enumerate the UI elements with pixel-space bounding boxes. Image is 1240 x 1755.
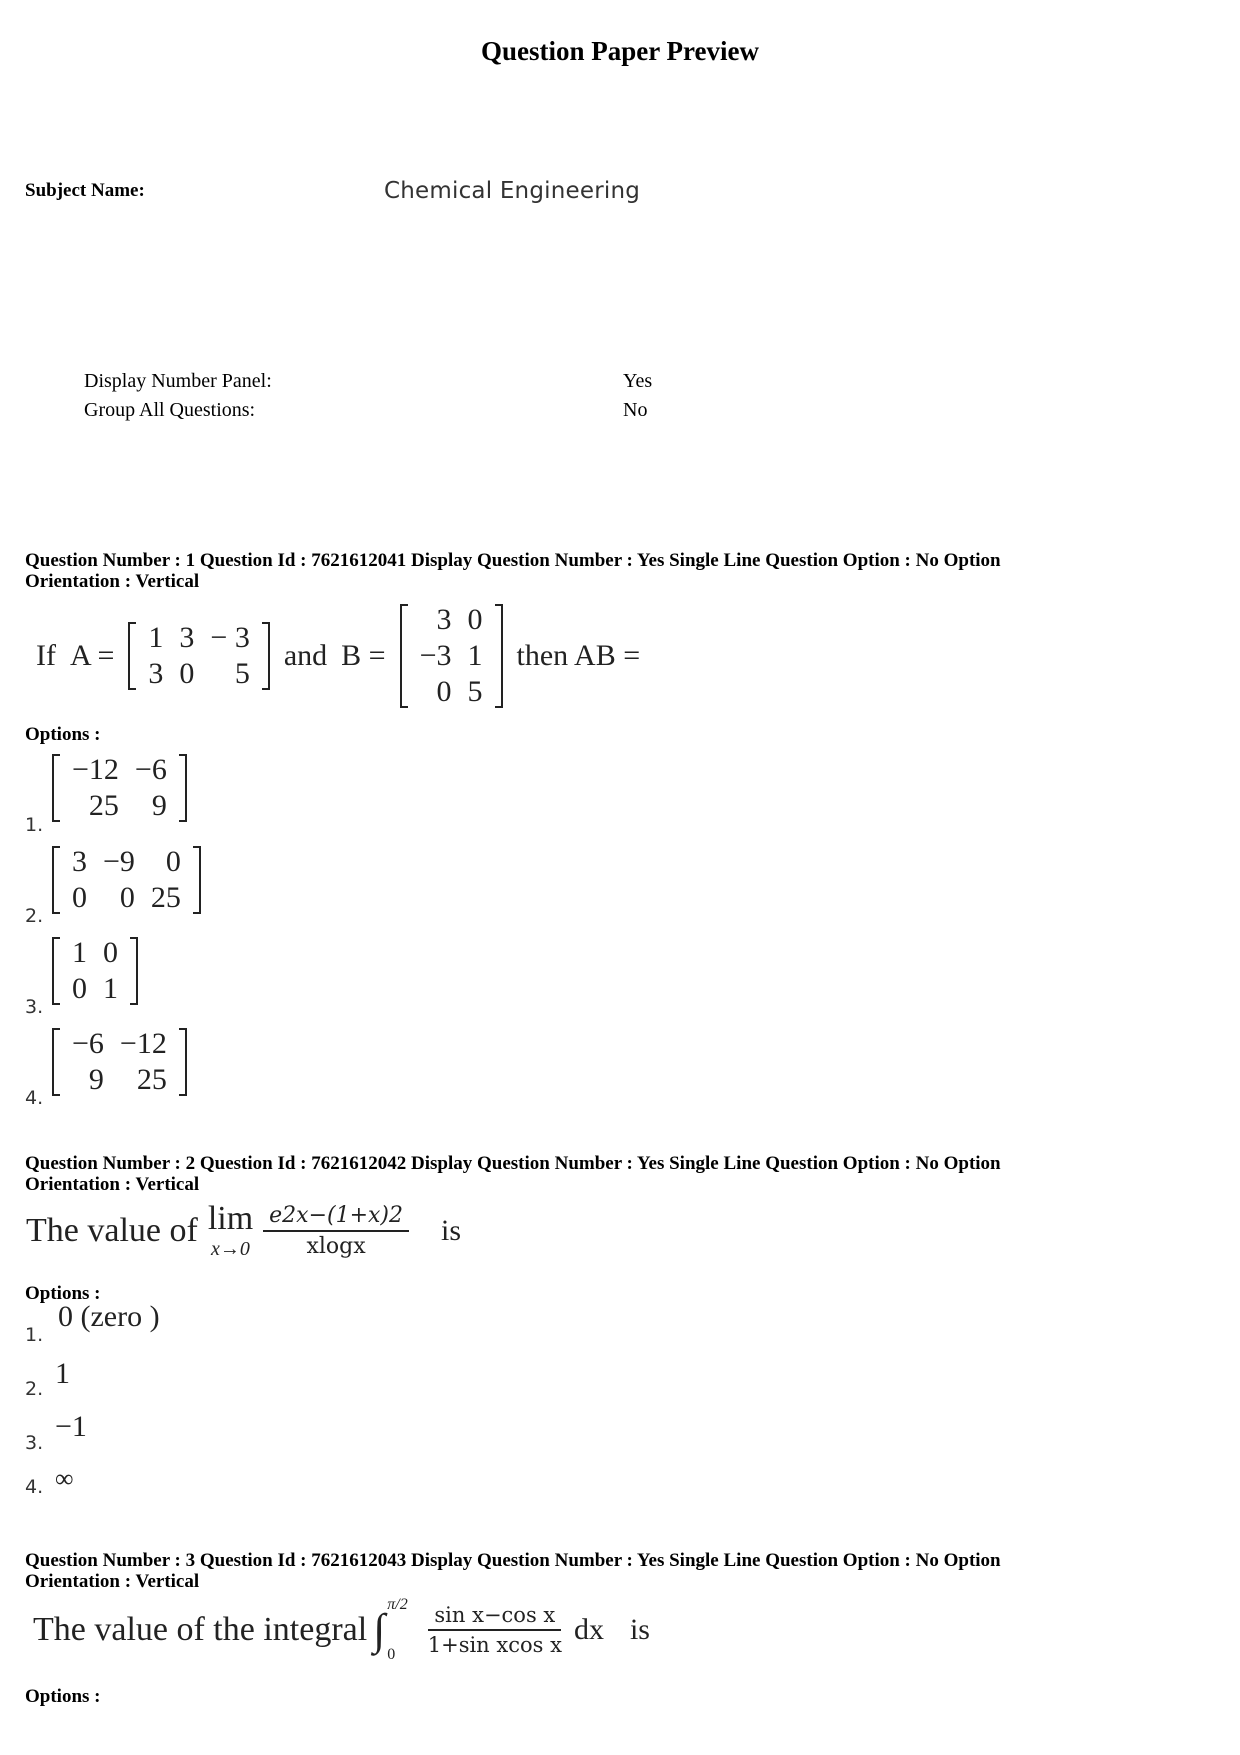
- q1-option-2-number: 2.: [25, 905, 44, 927]
- q1-option-2[interactable]: [52, 844, 201, 916]
- q3-limits: [387, 1596, 407, 1664]
- matrix-cell: 25: [136, 1063, 167, 1096]
- matrix-cell: −9: [103, 845, 135, 878]
- matrix-cell: 0: [103, 936, 118, 969]
- matrix-cell: 3: [179, 621, 195, 654]
- matrix-cell: 0: [72, 881, 87, 914]
- matrix-cell: −6: [134, 753, 167, 786]
- matrix-b: [400, 602, 503, 710]
- matrix-cell: 1: [467, 639, 483, 672]
- question-2-header-line1: Question Number : 2 Question Id : 7621612042 Display Question Number : Yes Single Line Question Option : No Option: [25, 1153, 1001, 1174]
- question-2-options-label: Options :: [25, 1283, 101, 1304]
- q2-lim: lim: [207, 1200, 254, 1237]
- matrix-cell: 0: [467, 603, 483, 636]
- question-3-header-line1: Question Number : 3 Question Id : 7621612043 Display Question Number : Yes Single Line Question Option : No Option: [25, 1550, 1001, 1571]
- q3-numerator: sin x−cos x: [428, 1603, 561, 1631]
- question-2-header-line2: Orientation : Vertical: [25, 1174, 200, 1195]
- matrix-cell: 1: [103, 972, 118, 1005]
- q1-b-name: B =: [341, 639, 386, 672]
- q1-a-name: A =: [69, 639, 115, 672]
- q2-option-3[interactable]: −1: [55, 1410, 87, 1443]
- question-3-header: [25, 1550, 1125, 1592]
- matrix-cell: 5: [234, 657, 250, 690]
- matrix-cell: 25: [88, 789, 119, 822]
- question-2-header: [25, 1153, 1125, 1195]
- matrix-cell: 25: [150, 881, 181, 914]
- matrix-cell: 1: [148, 621, 164, 654]
- question-1-header-line1: Question Number : 1 Question Id : 7621612041 Display Question Number : Yes Single Line Question Option : No Option: [25, 550, 1001, 571]
- q2-suffix: is: [441, 1213, 462, 1247]
- q1-option-1-number: 1.: [25, 814, 44, 836]
- question-3-options-label: Options :: [25, 1686, 101, 1707]
- q2-option-2-number: 2.: [25, 1378, 44, 1400]
- q3-suffix: is: [629, 1613, 650, 1646]
- q1-option-3[interactable]: [52, 935, 138, 1007]
- question-1-header: [25, 550, 1125, 592]
- q1-if: If: [36, 639, 56, 672]
- q2-option-2[interactable]: 1: [55, 1357, 70, 1390]
- question-3-header-line2: Orientation : Vertical: [25, 1571, 200, 1592]
- q3-integral: [373, 1596, 408, 1664]
- q2-numerator: e2x−(1+x)2: [263, 1203, 409, 1232]
- q2-option-1-number: 1.: [25, 1324, 44, 1346]
- question-3-text: [33, 1596, 650, 1664]
- q2-prefix: The value of: [26, 1211, 198, 1249]
- q3-fraction: [422, 1603, 568, 1657]
- integral-sign-icon: ∫: [373, 1605, 386, 1654]
- q1-and: and: [283, 639, 328, 672]
- subject-label: Subject Name:: [25, 180, 145, 201]
- q3-dx: dx: [573, 1613, 604, 1646]
- subject-value: Chemical Engineering: [384, 178, 641, 204]
- matrix-a: [128, 620, 269, 692]
- q2-option-3-number: 3.: [25, 1432, 44, 1454]
- matrix-cell: 3: [148, 657, 164, 690]
- setting-label-group-all-questions: Group All Questions:: [84, 399, 256, 421]
- matrix-cell: 0: [165, 845, 181, 878]
- q2-fraction: [263, 1203, 409, 1259]
- q1-option-4-number: 4.: [25, 1087, 44, 1109]
- matrix-cell: 0: [436, 675, 452, 708]
- page-title: Question Paper Preview: [481, 36, 759, 66]
- question-2-text: [26, 1200, 461, 1261]
- q3-upper: π/2: [387, 1596, 408, 1613]
- matrix-cell: −12: [72, 753, 119, 786]
- matrix-cell: 3: [72, 845, 87, 878]
- matrix-cell: −3: [419, 639, 452, 672]
- matrix-cell: 0: [179, 657, 195, 690]
- matrix-cell: 0: [119, 881, 135, 914]
- matrix-cell: 9: [88, 1063, 104, 1096]
- q3-lower: 0: [387, 1646, 396, 1663]
- matrix-cell: 0: [72, 972, 87, 1005]
- matrix-cell: 1: [72, 936, 87, 969]
- q1-option-3-number: 3.: [25, 996, 44, 1018]
- q2-option-4-number: 4.: [25, 1476, 44, 1498]
- q2-option-4[interactable]: ∞: [55, 1464, 74, 1493]
- setting-value-group-all-questions: No: [623, 399, 648, 421]
- q3-prefix: The value of the integral: [33, 1611, 368, 1648]
- question-1-header-line2: Orientation : Vertical: [25, 571, 200, 592]
- q2-lim-sub: x→0: [211, 1238, 250, 1260]
- matrix-cell: − 3: [210, 621, 250, 654]
- matrix-cell: −6: [72, 1027, 104, 1060]
- question-1-text: [36, 602, 640, 710]
- q1-option-1[interactable]: [52, 752, 187, 824]
- matrix-cell: −12: [119, 1027, 167, 1060]
- question-1-options-label: Options :: [25, 724, 101, 745]
- q2-denominator: xlogx: [306, 1233, 366, 1259]
- q1-option-4[interactable]: [52, 1026, 187, 1098]
- q2-limit: [208, 1200, 253, 1261]
- q3-denominator: 1+sin xcos x: [427, 1633, 562, 1657]
- q1-then: then AB =: [516, 639, 641, 672]
- matrix-cell: 9: [151, 789, 167, 822]
- matrix-cell: 5: [467, 675, 483, 708]
- setting-value-display-number-panel: Yes: [623, 370, 653, 392]
- q2-option-1[interactable]: 0 (zero ): [58, 1300, 160, 1333]
- setting-label-display-number-panel: Display Number Panel:: [84, 370, 272, 392]
- matrix-cell: 3: [436, 603, 452, 636]
